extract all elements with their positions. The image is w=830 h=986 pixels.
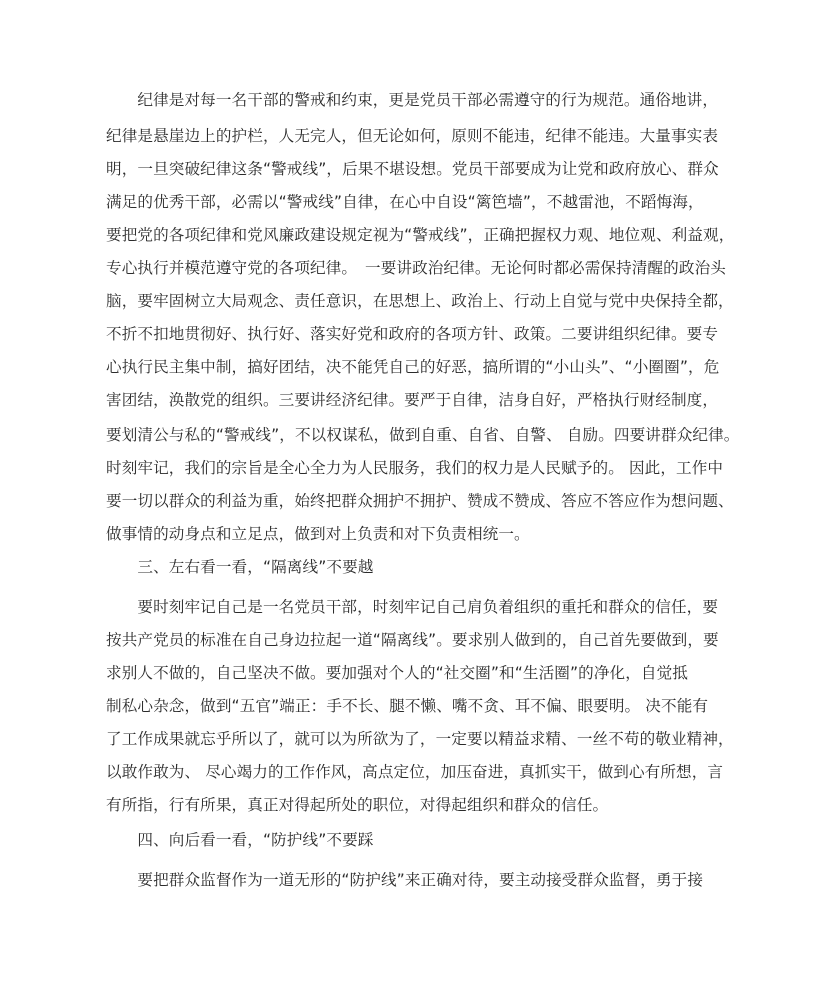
- text-line: 明，一旦突破纪律这条“警戒线”，后果不堪设想。党员干部要成为让党和政府放心、群众: [106, 160, 719, 178]
- text-line: 不折不扣地贯彻好、执行好、落实好党和政府的各项方针、政策。二要讲组织纪律。要专: [106, 325, 719, 343]
- text-line: 纪律是对每一名干部的警戒和约束，更是党员干部必需遵守的行为规范。通俗地讲，: [106, 91, 719, 109]
- text-line: 害团结，涣散党的组织。三要讲经济纪律。要严于自律，洁身自好，严格执行财经制度，: [106, 391, 719, 409]
- text-line: 以敢作敢为、 尽心竭力的工作作风，高点定位，加压奋进，真抓实干，做到心有所想，言: [106, 763, 724, 781]
- text-line: 纪律是悬崖边上的护栏，人无完人，但无论如何，原则不能违，纪律不能违。大量事实表: [106, 127, 719, 145]
- text-line: 求别人不做的，自己坚决不做。要加强对个人的“社交圈”和“生活圈”的净化，自觉抵: [106, 664, 688, 682]
- text-line: 有所指，行有所果，真正对得起所处的职位，对得起组织和群众的信任。: [106, 796, 609, 814]
- text-line: 时刻牢记，我们的宗旨是全心全力为人民服务，我们的权力是人民赋予的。 因此，工作中: [106, 459, 724, 477]
- text-line: 制私心杂念，做到“五官”端正：手不长、腿不懒、嘴不贪、耳不偏、眼要明。 决不能有: [106, 697, 709, 715]
- text-line: 要一切以群众的利益为重，始终把群众拥护不拥护、赞成不赞成、答应不答应作为想问题、: [106, 492, 734, 510]
- text-line: 满足的优秀干部，必需以“警戒线”自律，在心中自设“篱笆墙”，不越雷池，不蹈悔海，: [106, 193, 704, 211]
- text-line: 了工作成果就忘乎所以了，就可以为所欲为了，一定要以精益求精、一丝不苟的敬业精神，: [106, 730, 734, 748]
- section-heading: 三、左右看一看，“隔离线”不要越: [106, 558, 374, 576]
- section-heading: 四、向后看一看，“防护线”不要踩: [106, 831, 374, 849]
- text-line: 要划清公与私的“警戒线”，不以权谋私，做到自重、自省、自警、 自励。四要讲群众纪律。: [106, 426, 740, 444]
- text-line: 按共产党员的标准在自己身边拉起一道“隔离线”。要求别人做到的，自己首先要做到，要: [106, 631, 719, 649]
- text-line: 做事情的动身点和立足点，做到对上负责和对下负责相统一。: [106, 525, 530, 543]
- text-line: 要把党的各项纪律和党风廉政建设规定视为“警戒线”，正确把握权力观、地位观、利益观，: [106, 226, 735, 244]
- text-line: 专心执行并模范遵守党的各项纪律。 一要讲政治纪律。无论何时都必需保持清醒的政治头: [106, 259, 726, 277]
- text-line: 要把群众监督作为一道无形的“防护线”来正确对待，要主动接受群众监督，勇于接: [106, 871, 704, 889]
- text-line: 脑，要牢固树立大局观念、责任意识，在思想上、政治上、行动上自觉与党中央保持全都，: [106, 292, 734, 310]
- text-line: 心执行民主集中制，搞好团结，决不能凭自己的好恶，搞所谓的“小山头”、“小圈圈”，危: [106, 358, 720, 376]
- text-line: 要时刻牢记自己是一名党员干部，时刻牢记自己肩负着组织的重托和群众的信任，要: [106, 598, 719, 616]
